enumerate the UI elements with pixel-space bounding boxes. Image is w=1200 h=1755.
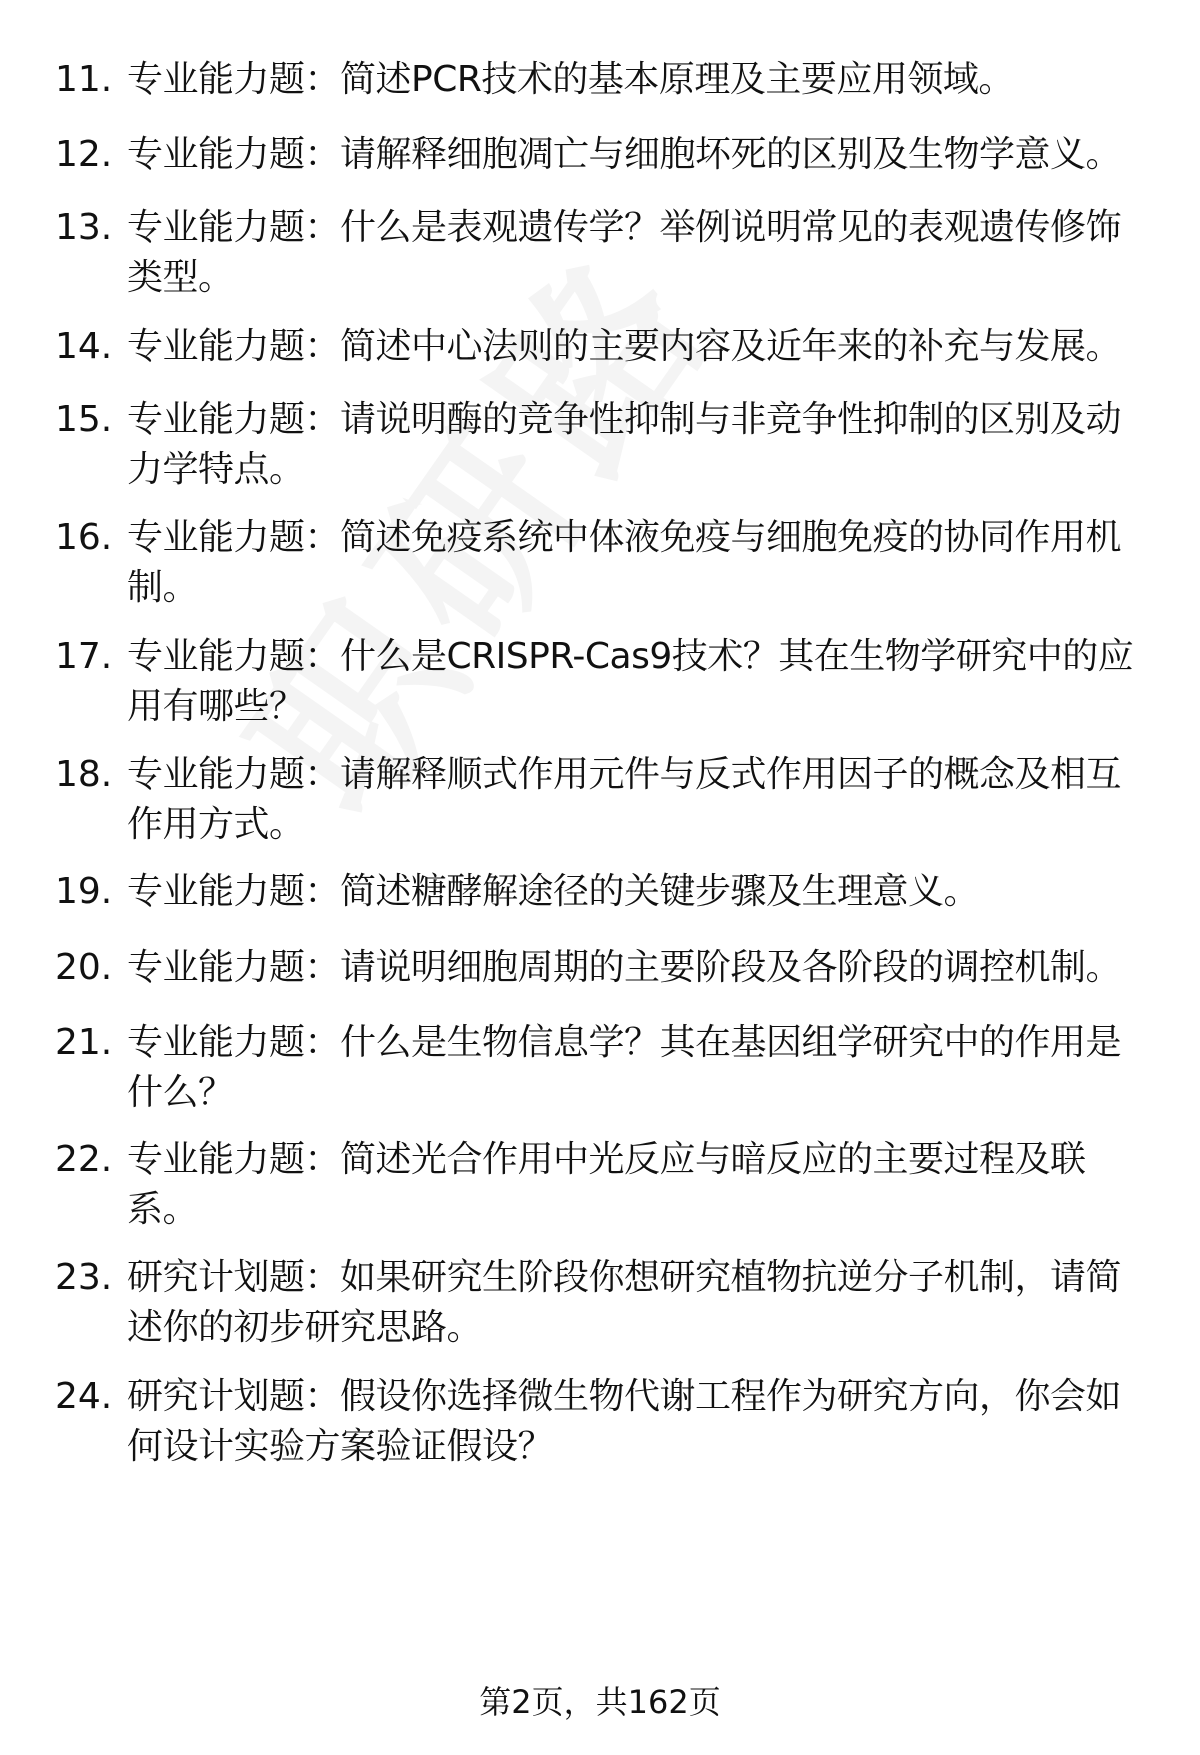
question-text: 专业能力题：请说明酶的竞争性抑制与非竞争性抑制的区别及动力学特点。 bbox=[127, 399, 1122, 490]
question-number: 17. bbox=[55, 636, 113, 677]
question-number: 18. bbox=[55, 754, 113, 795]
question-text: 专业能力题：请解释细胞凋亡与细胞坏死的区别及生物学意义。 bbox=[127, 134, 1122, 175]
question-number: 22. bbox=[55, 1139, 113, 1180]
question-number: 21. bbox=[55, 1022, 113, 1063]
question-text: 研究计划题：如果研究生阶段你想研究植物抗逆分子机制，请简述你的初步研究思路。 bbox=[127, 1257, 1122, 1348]
question-number: 20. bbox=[55, 947, 113, 988]
question-text: 专业能力题：请说明细胞周期的主要阶段及各阶段的调控机制。 bbox=[127, 947, 1122, 988]
question-text: 专业能力题：简述糖酵解途径的关键步骤及生理意义。 bbox=[127, 871, 980, 912]
question-number: 16. bbox=[55, 517, 113, 558]
question-number: 11. bbox=[55, 59, 113, 100]
page-footer: 第2页，共162页 bbox=[479, 1683, 721, 1721]
question-text: 专业能力题：请解释顺式作用元件与反式作用因子的概念及相互作用方式。 bbox=[127, 754, 1122, 845]
question-number: 15. bbox=[55, 399, 113, 440]
question-text: 专业能力题：简述中心法则的主要内容及近年来的补充与发展。 bbox=[127, 326, 1122, 367]
question-number: 13. bbox=[55, 207, 113, 248]
question-text: 专业能力题：简述PCR技术的基本原理及主要应用领域。 bbox=[127, 59, 1014, 100]
question-number: 14. bbox=[55, 326, 113, 367]
question-text: 研究计划题：假设你选择微生物代谢工程作为研究方向，你会如何设计实验方案验证假设？ bbox=[127, 1376, 1122, 1467]
question-text: 专业能力题：简述免疫系统中体液免疫与细胞免疫的协同作用机制。 bbox=[127, 517, 1122, 608]
question-number: 23. bbox=[55, 1257, 113, 1298]
question-text: 专业能力题：什么是表观遗传学？举例说明常见的表观遗传修饰类型。 bbox=[127, 207, 1122, 298]
question-number: 19. bbox=[55, 871, 113, 912]
question-text: 专业能力题：什么是生物信息学？其在基因组学研究中的作用是什么？ bbox=[127, 1022, 1122, 1113]
question-number: 24. bbox=[55, 1376, 113, 1417]
question-text: 专业能力题：什么是CRISPR-Cas9技术？其在生物学研究中的应用有哪些？ bbox=[127, 636, 1134, 727]
question-text: 专业能力题：简述光合作用中光反应与暗反应的主要过程及联系。 bbox=[127, 1139, 1086, 1230]
question-number: 12. bbox=[55, 134, 113, 175]
